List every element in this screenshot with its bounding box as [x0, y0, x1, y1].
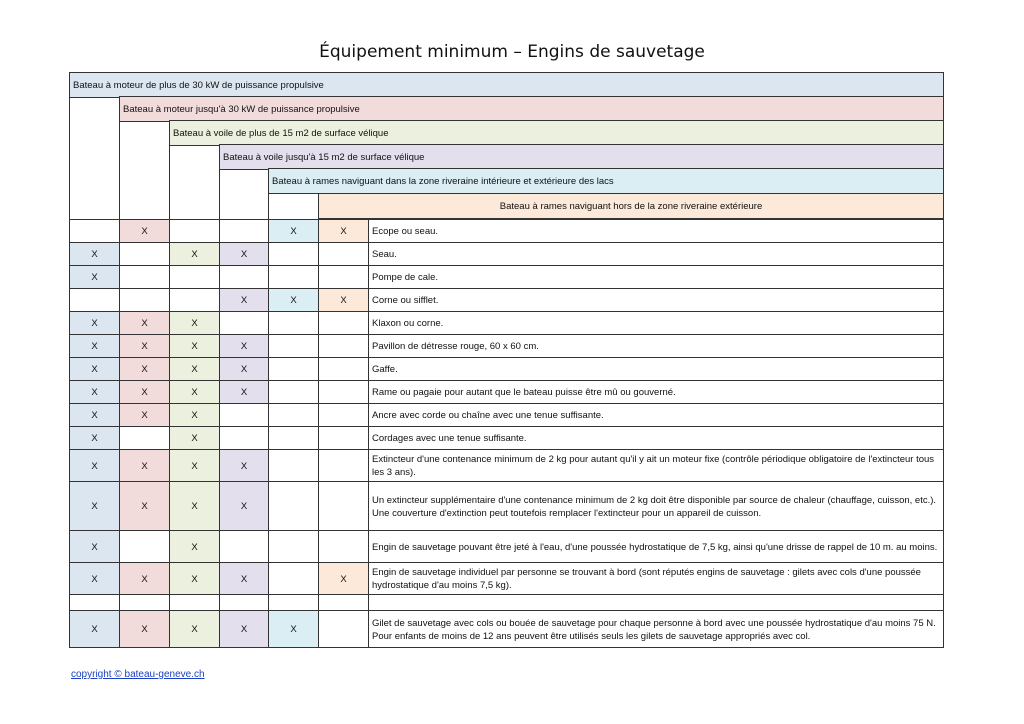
mark-cell — [318, 242, 368, 266]
mark-cell — [119, 242, 169, 266]
mark-cell — [219, 594, 268, 611]
mark-cell: X — [169, 380, 219, 404]
equipment-description: Rame ou pagaie pour autant que le bateau puisse être mû ou gouverné. — [368, 380, 944, 404]
header-category-3: Bateau à voile de plus de 15 m2 de surface vélique — [169, 120, 944, 146]
mark-cell: X — [318, 219, 368, 243]
mark-cell — [318, 265, 368, 289]
mark-cell: X — [169, 449, 219, 482]
mark-cell: X — [69, 380, 119, 404]
mark-cell — [119, 426, 169, 450]
mark-cell — [318, 311, 368, 335]
mark-cell: X — [69, 265, 119, 289]
equipment-description: Corne ou sifflet. — [368, 288, 944, 312]
mark-cell: X — [169, 426, 219, 450]
mark-cell — [268, 562, 318, 595]
mark-cell — [318, 334, 368, 358]
mark-cell: X — [268, 219, 318, 243]
equipment-table — [69, 72, 944, 654]
mark-cell — [169, 288, 219, 312]
mark-cell — [318, 610, 368, 648]
header-category-1: Bateau à moteur de plus de 30 kW de puissance propulsive — [69, 72, 944, 98]
mark-cell — [69, 288, 119, 312]
mark-cell: X — [69, 426, 119, 450]
mark-cell: X — [169, 334, 219, 358]
mark-cell: X — [219, 357, 268, 381]
equipment-description: Ecope ou seau. — [368, 219, 944, 243]
equipment-description: Engin de sauvetage individuel par personne se trouvant à bord (sont réputés engins de sauvetage : gilets avec cols d'une poussée hydrostatique d'au moins 7,5 kg). — [368, 562, 944, 595]
mark-cell: X — [69, 357, 119, 381]
equipment-description: Seau. — [368, 242, 944, 266]
table-bottom-border — [69, 647, 944, 648]
mark-cell — [69, 219, 119, 243]
mark-cell: X — [219, 288, 268, 312]
mark-cell — [268, 481, 318, 531]
mark-cell: X — [219, 380, 268, 404]
mark-cell: X — [169, 242, 219, 266]
mark-cell: X — [119, 403, 169, 427]
mark-cell — [318, 403, 368, 427]
mark-cell: X — [169, 357, 219, 381]
mark-cell: X — [69, 334, 119, 358]
mark-cell: X — [119, 481, 169, 531]
mark-cell: X — [119, 357, 169, 381]
mark-cell: X — [318, 288, 368, 312]
mark-cell: X — [219, 242, 268, 266]
mark-cell: X — [119, 219, 169, 243]
mark-cell — [318, 530, 368, 563]
equipment-description: Un extincteur supplémentaire d'une contenance minimum de 2 kg doit être disponible par source de chaleur (chauffage, cuisson, etc.). Une couverture d'extinction peut toutefois remplacer l'extincteur pour un appareil de cuisson. — [368, 481, 944, 531]
column-divider — [219, 144, 220, 219]
mark-cell: X — [169, 481, 219, 531]
mark-cell: X — [169, 562, 219, 595]
mark-cell — [268, 334, 318, 358]
mark-cell — [268, 449, 318, 482]
mark-cell: X — [268, 610, 318, 648]
mark-cell — [69, 594, 119, 611]
mark-cell: X — [219, 481, 268, 531]
mark-cell: X — [69, 403, 119, 427]
equipment-description: Extincteur d'une contenance minimum de 2 kg pour autant qu'il y ait un moteur fixe (contrôle périodique obligatoire de l'extincteur tous les 3 ans). — [368, 449, 944, 482]
mark-cell: X — [69, 530, 119, 563]
mark-cell: X — [219, 334, 268, 358]
mark-cell — [318, 594, 368, 611]
mark-cell — [318, 380, 368, 404]
mark-cell — [268, 530, 318, 563]
mark-cell: X — [119, 610, 169, 648]
mark-cell — [119, 265, 169, 289]
mark-cell: X — [69, 311, 119, 335]
mark-cell: X — [268, 288, 318, 312]
mark-cell — [169, 219, 219, 243]
mark-cell — [318, 357, 368, 381]
equipment-description: Pompe de cale. — [368, 265, 944, 289]
column-divider — [318, 193, 319, 219]
mark-cell: X — [219, 610, 268, 648]
mark-cell: X — [169, 311, 219, 335]
mark-cell — [119, 594, 169, 611]
mark-cell — [219, 311, 268, 335]
mark-cell — [268, 403, 318, 427]
mark-cell — [268, 380, 318, 404]
mark-cell: X — [119, 449, 169, 482]
mark-cell: X — [119, 334, 169, 358]
mark-cell: X — [69, 481, 119, 531]
equipment-description: Gilet de sauvetage avec cols ou bouée de sauvetage pour chaque personne à bord avec une poussée hydrostatique d'au moins 75 N. Pour enfants de moins de 12 ans peuvent être utilisés seuls les gilets de sauvetage appropriés avec col. — [368, 610, 944, 648]
mark-cell: X — [69, 610, 119, 648]
mark-cell: X — [69, 562, 119, 595]
mark-cell — [268, 265, 318, 289]
mark-cell — [268, 426, 318, 450]
equipment-description — [368, 594, 944, 611]
header-category-2: Bateau à moteur jusqu'à 30 kW de puissance propulsive — [119, 96, 944, 122]
mark-cell — [219, 403, 268, 427]
mark-cell — [318, 481, 368, 531]
column-divider — [268, 168, 269, 219]
equipment-description: Klaxon ou corne. — [368, 311, 944, 335]
header-category-4: Bateau à voile jusqu'à 15 m2 de surface vélique — [219, 144, 944, 170]
page-title: Équipement minimum – Engins de sauvetage — [319, 42, 705, 62]
mark-cell — [219, 530, 268, 563]
mark-cell — [268, 242, 318, 266]
mark-cell — [219, 219, 268, 243]
table-left-edge — [69, 72, 70, 219]
equipment-description: Gaffe. — [368, 357, 944, 381]
mark-cell: X — [169, 530, 219, 563]
mark-cell — [119, 530, 169, 563]
mark-cell — [169, 265, 219, 289]
mark-cell — [268, 594, 318, 611]
mark-cell — [119, 288, 169, 312]
mark-cell: X — [169, 610, 219, 648]
equipment-description: Engin de sauvetage pouvant être jeté à l'eau, d'une poussée hydrostatique de 7,5 kg, ainsi qu'une drisse de rappel de 10 m. au moins. — [368, 530, 944, 563]
mark-cell — [318, 426, 368, 450]
mark-cell: X — [69, 242, 119, 266]
copyright-link[interactable]: copyright © bateau-geneve.ch — [71, 669, 205, 680]
mark-cell — [268, 357, 318, 381]
header-category-5: Bateau à rames naviguant dans la zone riveraine intérieure et extérieure des lacs — [268, 168, 944, 194]
equipment-description: Ancre avec corde ou chaîne avec une tenue suffisante. — [368, 403, 944, 427]
mark-cell — [169, 594, 219, 611]
header-category-6: Bateau à rames naviguant hors de la zone riveraine extérieure — [318, 193, 944, 219]
mark-cell: X — [169, 403, 219, 427]
mark-cell: X — [119, 311, 169, 335]
mark-cell: X — [219, 449, 268, 482]
mark-cell: X — [219, 562, 268, 595]
mark-cell: X — [69, 449, 119, 482]
mark-cell — [268, 311, 318, 335]
equipment-description: Cordages avec une tenue suffisante. — [368, 426, 944, 450]
equipment-description: Pavillon de détresse rouge, 60 x 60 cm. — [368, 334, 944, 358]
mark-cell — [219, 426, 268, 450]
mark-cell: X — [318, 562, 368, 595]
mark-cell: X — [119, 562, 169, 595]
mark-cell — [318, 449, 368, 482]
column-divider — [169, 120, 170, 219]
column-divider — [119, 96, 120, 219]
mark-cell — [219, 265, 268, 289]
mark-cell: X — [119, 380, 169, 404]
